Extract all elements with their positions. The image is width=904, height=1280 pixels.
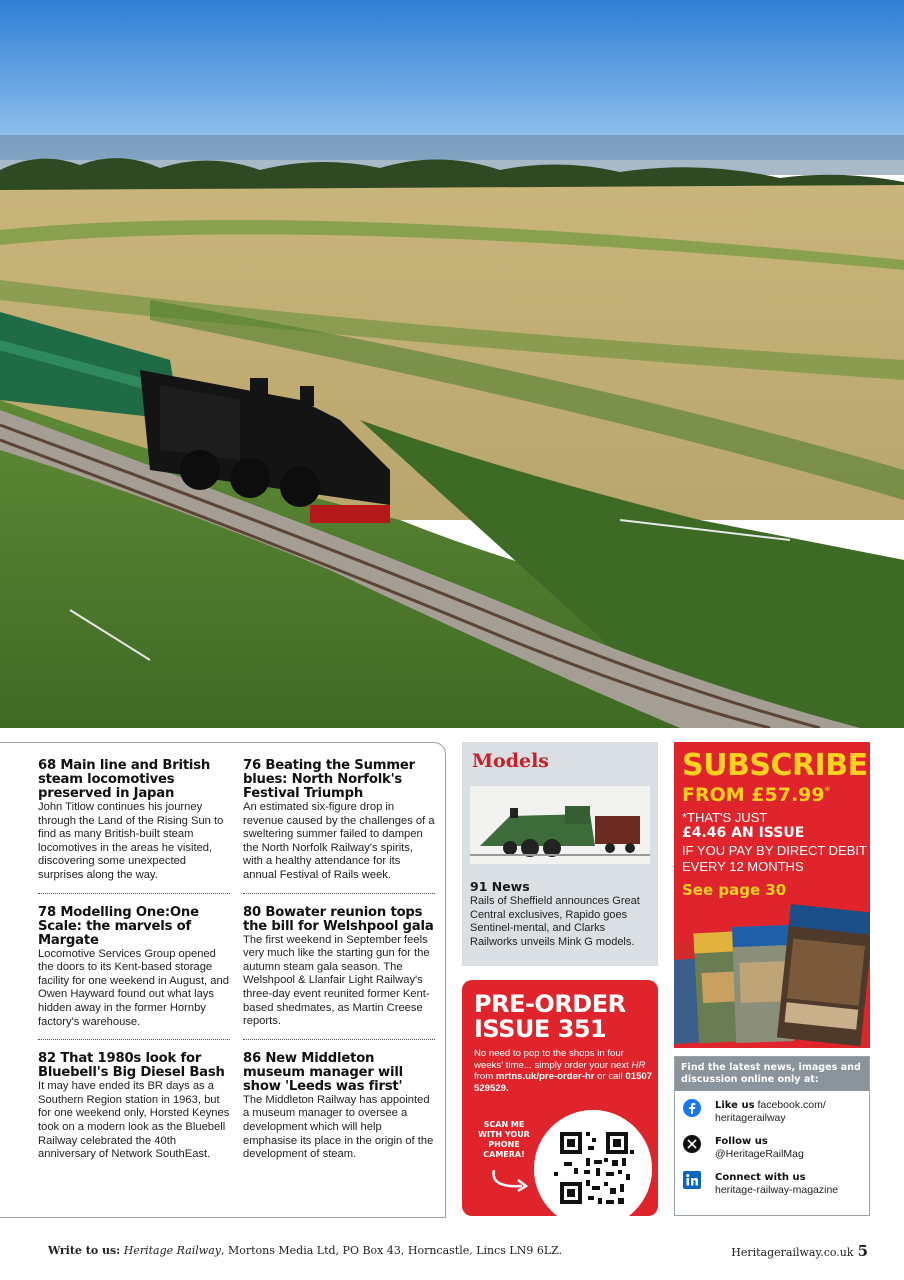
models-heading: Models bbox=[472, 750, 549, 772]
article-summary: John Titlow continues his journey through the Land of the Rising Sun to find as many British-built steam locomotives in the areas he visited, discovering some unexpected surprises along the way. bbox=[38, 801, 224, 881]
social-text bbox=[715, 1099, 867, 1124]
article-title: 82 That 1980s look for Bluebell's Big Diesel Bash bbox=[38, 1051, 225, 1081]
preorder-phone[interactable]: 01507 529529. bbox=[474, 1071, 653, 1094]
subscribe-note: *THAT'S JUST bbox=[682, 810, 768, 825]
subscribe-price-text: FROM £57.99 bbox=[682, 784, 825, 806]
article-title: 86 New Middleton museum manager will show 'Leeds was first' bbox=[243, 1050, 403, 1094]
divider bbox=[38, 893, 230, 894]
curved-arrow-icon bbox=[488, 1168, 532, 1194]
preorder-url-link[interactable]: mrtns.uk/pre-order-hr bbox=[495, 1071, 595, 1083]
social-handle: facebook.com/ heritagerailway bbox=[715, 1099, 826, 1124]
subscribe-terms: IF YOU PAY BY DIRECT DEBIT EVERY 12 MONTHS bbox=[682, 843, 867, 874]
divider bbox=[38, 1039, 230, 1040]
article-entry[interactable] bbox=[243, 1052, 435, 1162]
x-icon bbox=[683, 1135, 701, 1153]
article-summary: An estimated six-figure drop in revenue caused by the challenges of a sweltering summer failed to dampen the North Norfolk Railway's spirits, with a healthy attendance for its annual Festival of Rails week. bbox=[243, 801, 435, 881]
social-handle: @HeritageRailMag bbox=[715, 1148, 804, 1160]
magazine-covers-image bbox=[674, 902, 870, 1048]
preorder-box[interactable] bbox=[462, 980, 658, 1216]
article-title: 78 Modelling One:One Scale: the marvels of Margate bbox=[38, 904, 199, 948]
subscribe-box[interactable] bbox=[674, 742, 870, 1048]
article-title: 76 Beating the Summer blues: North Norfolk's Festival Triumph bbox=[243, 758, 415, 801]
social-box bbox=[674, 1056, 870, 1216]
preorder-text-part: No need to pop to the shops in four weeks' time... simply order your next bbox=[474, 1048, 632, 1071]
asterisk: * bbox=[824, 785, 830, 797]
article-summary: The Middleton Railway has appointed a museum manager to oversee a development which will help emphasise its place in the origin of the development of steam. bbox=[243, 1093, 434, 1161]
linkedin-icon bbox=[683, 1171, 701, 1189]
contents-column-right bbox=[243, 759, 435, 1162]
social-text bbox=[715, 1135, 867, 1160]
footer-magazine-name: Heritage Railway bbox=[123, 1244, 221, 1257]
model-locomotive-image bbox=[470, 786, 650, 864]
subscribe-heading: SUBSCRIBE bbox=[682, 748, 868, 783]
preorder-heading-line: ISSUE 351 bbox=[474, 1015, 607, 1043]
article-title: 68 Main line and British steam locomotives preserved in Japan bbox=[38, 758, 211, 801]
preorder-text bbox=[474, 1048, 654, 1094]
social-label: Follow us bbox=[715, 1136, 768, 1147]
qr-code-icon[interactable] bbox=[534, 1110, 652, 1216]
magazine-abbrev: HR bbox=[631, 1059, 646, 1071]
facebook-icon bbox=[683, 1099, 701, 1117]
article-entry[interactable] bbox=[243, 906, 435, 1029]
article-entry[interactable] bbox=[243, 759, 435, 883]
article-entry[interactable] bbox=[38, 759, 230, 883]
contents-column-left bbox=[38, 759, 230, 1162]
article-title: 80 Bowater reunion tops the bill for Welshpool gala bbox=[243, 904, 434, 934]
footer-address bbox=[48, 1244, 562, 1257]
article-summary: It may have ended its BR days as a Southern Region station in 1963, but for one weekend only, Horsted Keynes took on a modern look as the Bluebell Railway celebrated the 40th anniversary of Network SouthEast. bbox=[38, 1080, 230, 1161]
social-banner: Find the latest news, images and discussion online only at: bbox=[675, 1057, 869, 1091]
social-label: Connect with us bbox=[715, 1172, 806, 1183]
footer-write-label: Write to us: bbox=[48, 1244, 121, 1257]
subscribe-issue-price: £4.46 AN ISSUE bbox=[682, 825, 805, 841]
preorder-text-part: or call bbox=[594, 1071, 626, 1083]
contents-panel bbox=[0, 742, 446, 1218]
divider bbox=[243, 1039, 435, 1040]
footer-address-text: , Mortons Media Ltd, PO Box 43, Horncastle, Lincs LN9 6LZ. bbox=[220, 1244, 563, 1257]
social-label: Like us bbox=[715, 1100, 755, 1111]
page-number: 5 bbox=[857, 1242, 868, 1260]
footer-site-url[interactable]: Heritagerailway.co.uk bbox=[731, 1246, 854, 1259]
footer-site bbox=[731, 1242, 868, 1260]
models-summary: Rails of Sheffield announces Great Central exclusives, Rapido goes Sentinel-mental, and Clarks Railworks unveils Mink G models. bbox=[470, 895, 640, 948]
article-summary: The first weekend in September feels very much like the starting gun for the autumn steam gala season. The Welshpool & Llanfair Light Railway's three-day event reunited former Kent-based shedmates, as Martin Creese reports. bbox=[243, 933, 430, 1028]
article-summary: Locomotive Services Group opened the doors to its Kent-based storage facility for one weekend in August, and Owen Hayward found out what lays hidden away in the former Hornby factory's warehouse. bbox=[38, 947, 229, 1028]
models-box[interactable] bbox=[462, 742, 658, 966]
social-text bbox=[715, 1171, 867, 1196]
divider bbox=[243, 893, 435, 894]
subscribe-price bbox=[682, 784, 830, 806]
scan-label: SCAN ME WITH YOUR PHONE CAMERA! bbox=[478, 1120, 530, 1159]
article-entry[interactable] bbox=[38, 906, 230, 1030]
models-page-title: 91 News bbox=[470, 879, 530, 894]
preorder-heading bbox=[474, 992, 626, 1042]
article-entry[interactable] bbox=[38, 1052, 230, 1162]
social-handle: heritage-railway-magazine bbox=[715, 1184, 839, 1196]
preorder-heading-line: PRE-ORDER bbox=[474, 990, 626, 1018]
preorder-text-part: from bbox=[474, 1071, 496, 1083]
see-page-link[interactable]: See page 30 bbox=[682, 881, 787, 899]
